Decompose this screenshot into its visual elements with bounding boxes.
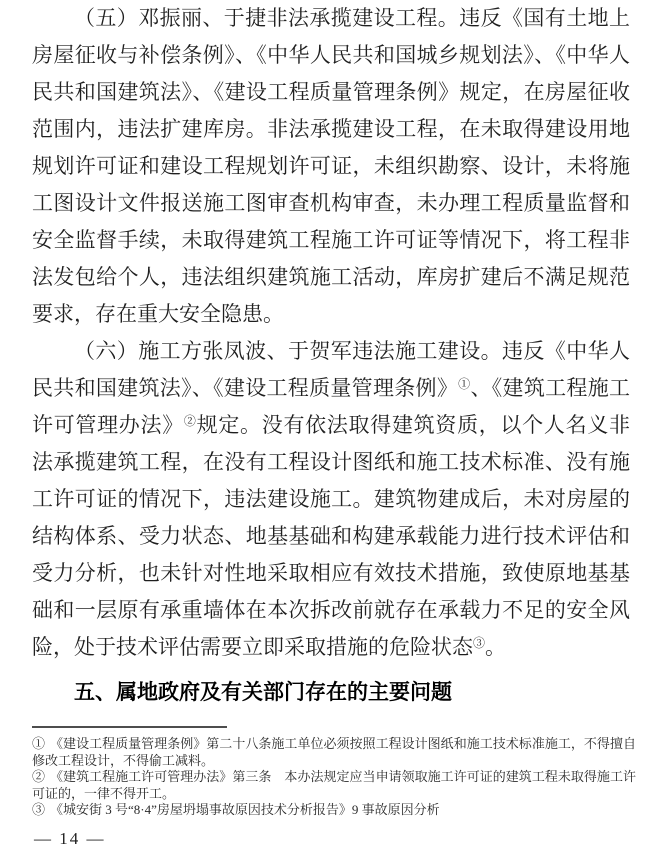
- footnote-section: [32, 726, 636, 819]
- page-number: — 14 —: [34, 829, 106, 848]
- footnote-3-text: 《城安街 3 号“8·4”房屋坍塌事故原因技术分析报告》9 事故原因分析: [50, 802, 440, 817]
- footnote-2-marker: ②: [32, 769, 46, 784]
- paragraph-six-text-2: 、《建筑工程施工许可管理办法》: [32, 376, 631, 437]
- paragraph-six-text-1: （六）施工方张凤波、于贺军违法施工建设。违反《中华人民共和国建筑法》、《建设工程质量管理条例》: [32, 339, 630, 400]
- footnote-divider: [32, 726, 227, 728]
- footnote-2: [32, 769, 636, 802]
- footnote-1-marker: ①: [32, 736, 46, 751]
- section-heading: 五、属地政府及有关部门存在的主要问题: [74, 681, 452, 704]
- paragraph-five: （五）邓振丽、于捷非法承揽建设工程。违反《国有土地上房屋征收与补偿条例》、《中华人民共和国城乡规划法》、《中华人民共和国建筑法》、《建设工程质量管理条例》规定，在房屋征收范围内，违法扩建库房。非法承揽建设工程，在未取得建设用地规划许可证和建设工程规划许可证，未组织勘察、设计，未将施工图设计文件报送施工图审查机构审查，未办理工程质量监督和安全监督手续，未取得建筑工程施工许可证等情况下，将工程非法发包给个人，违法组织建筑施工活动，库房扩建后不满足规范要求，存在重大安全隐患。: [32, 6, 630, 326]
- document-body: [32, 0, 630, 711]
- paragraph-six: [32, 333, 630, 666]
- footnote-reference-3: ③: [473, 636, 486, 650]
- footnote-1-text: 《建设工程质量管理条例》第二十八条施工单位必须按照工程设计图纸和施工技术标准施工，不得擅自修改工程设计，不得偷工减料。: [32, 736, 636, 768]
- footnote-3: [32, 802, 636, 819]
- paragraph-six-text-3: 规定。没有依法取得建筑资质，以个人名义非法承揽建筑工程，在没有工程设计图纸和施工技术标准、没有施工许可证的情况下，违法建设施工。建筑物建成后，未对房屋的结构体系、受力状态、地基基础和构建承载能力进行技术评估和受力分析，也未针对性地采取相应有效技术措施，致使原地基基础和一层原有承重墙体在本次拆改前就存在承载力不足的安全风险，处于技术评估需要立即采取措施的危险状态: [32, 413, 630, 659]
- footnote-reference-1: ①: [458, 377, 471, 391]
- paragraph-six-text-4: 。: [485, 635, 507, 659]
- footnote-2-text: 《建筑工程施工许可管理办法》第三条 本办法规定应当申请领取施工许可证的建筑工程未取得施工许可证的，一律不得开工。: [32, 769, 636, 801]
- footnote-reference-2: ②: [183, 414, 197, 428]
- footnote-1: [32, 736, 636, 769]
- footnote-3-marker: ③: [32, 802, 46, 817]
